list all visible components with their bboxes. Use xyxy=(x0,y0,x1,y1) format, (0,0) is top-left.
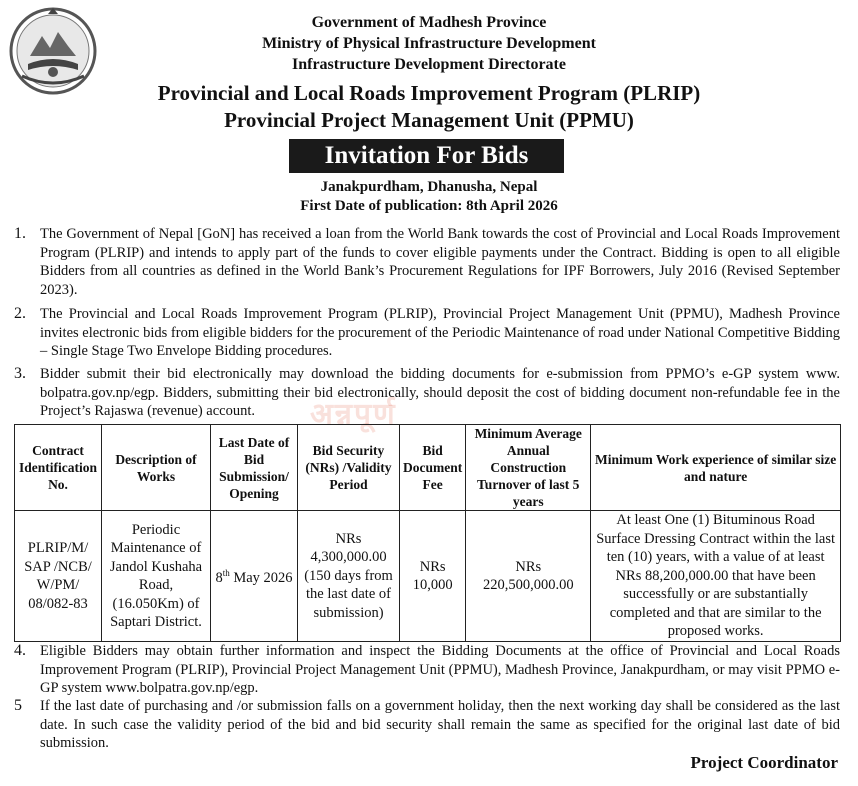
table-row xyxy=(15,511,841,642)
turnover-cell: NRs 220,500,000.00 xyxy=(466,511,591,642)
bid-security-cell: NRs 4,300,000.00 (150 days from the last date of submission) xyxy=(298,511,400,642)
description-cell: Periodic Maintenance of Jandol Kushaha Road, (16.050Km) of Saptari District. xyxy=(102,511,211,642)
paragraph-2: The Provincial and Local Roads Improvement Program (PLRIP), Provincial Project Management Unit (PPMU), Madhesh Province invites electronic bids from eligible bidders for the procurement of the Periodic Maintenance of road under National Competitive Bidding – Single Stage Two Envelope Bidding procedures. xyxy=(40,306,840,359)
paragraph-number: 3. xyxy=(14,365,26,382)
table-header-row xyxy=(15,425,841,511)
column-header: Last Date of Bid Submission/ Opening xyxy=(211,425,298,511)
last-date-cell: 8th May 2026 xyxy=(211,511,298,642)
header-directorate: Infrastructure Development Directorate xyxy=(292,56,566,73)
government-emblem-icon xyxy=(8,6,98,96)
paragraph-3: Bidder submit their bid electronically may download the bidding documents for e-submission from PPMO’s e-GP system www. bolpatra.gov.np/egp. Bidders, submitting their bid electronically, should deposit the cost of bidding document non-refundable fee in the Project’s Rajaswa (revenue) account. xyxy=(40,366,840,419)
column-header: Minimum Work experience of similar size and nature xyxy=(591,425,841,511)
header-unit: Provincial Project Management Unit (PPMU) xyxy=(224,108,634,132)
header-ministry: Ministry of Physical Infrastructure Development xyxy=(262,35,596,52)
paragraph-number: 2. xyxy=(14,305,26,322)
paragraph-1: The Government of Nepal [GoN] has received a loan from the World Bank towards the cost of Provincial and Local Roads Improvement Program (PLRIP) and intends to apply part of the funds to cover eligible payments under the Contract. Bidding is open to all eligible Bidders from all countries as defined in the World Bank’s Procurement Regulations for IPF Borrowers, July 2016 (Revised September 2023). xyxy=(40,226,840,298)
experience-cell: At least One (1) Bituminous Road Surface Dressing Contract within the last ten (10) years, with a value of at least NRs 88,200,000.00 that have been successfully or are substantially completed and that are similar to the proposed works. xyxy=(591,511,841,642)
paragraph-number: 4. xyxy=(14,642,26,659)
column-header: Bid Document Fee xyxy=(400,425,466,511)
paragraph-number: 1. xyxy=(14,225,26,242)
bid-table xyxy=(14,424,841,642)
paragraph-4: Eligible Bidders may obtain further information and inspect the Bidding Documents at the office of Provincial and Local Roads Improvement Program (PLRIP), Provincial Project Management Unit (PPMU), Madhesh Province, Janakpurdham, or may visit PPMO e-GP system www.bolpatra.gov.np/egp. xyxy=(40,643,840,696)
header-program: Provincial and Local Roads Improvement Program (PLRIP) xyxy=(157,81,701,105)
column-header: Contract Identification No. xyxy=(15,425,102,511)
newspaper-watermark: अन्नपूर्ण xyxy=(310,397,397,432)
header-publication-date: First Date of publication: 8th April 2026 xyxy=(300,198,558,214)
title-banner: Invitation For Bids xyxy=(289,139,564,173)
document-fee-cell: NRs 10,000 xyxy=(400,511,466,642)
contract-id-cell: PLRIP/M/ SAP /NCB/ W/PM/ 08/082-83 xyxy=(15,511,102,642)
signature-title: Project Coordinator xyxy=(690,753,838,772)
column-header: Description of Works xyxy=(102,425,211,511)
header-location: Janakpurdham, Dhanusha, Nepal xyxy=(320,179,538,195)
header-government: Government of Madhesh Province xyxy=(311,14,547,31)
paragraph-5: If the last date of purchasing and /or submission falls on a government holiday, then the next working day shall be considered as the last date. In such case the validity period of the bid and bid security shall remain the same as specified for the original last date of bid submission. xyxy=(40,698,840,751)
column-header: Bid Security (NRs) /Validity Period xyxy=(298,425,400,511)
paragraph-number: 5 xyxy=(14,697,22,714)
column-header: Minimum Average Annual Construction Turnover of last 5 years xyxy=(466,425,591,511)
